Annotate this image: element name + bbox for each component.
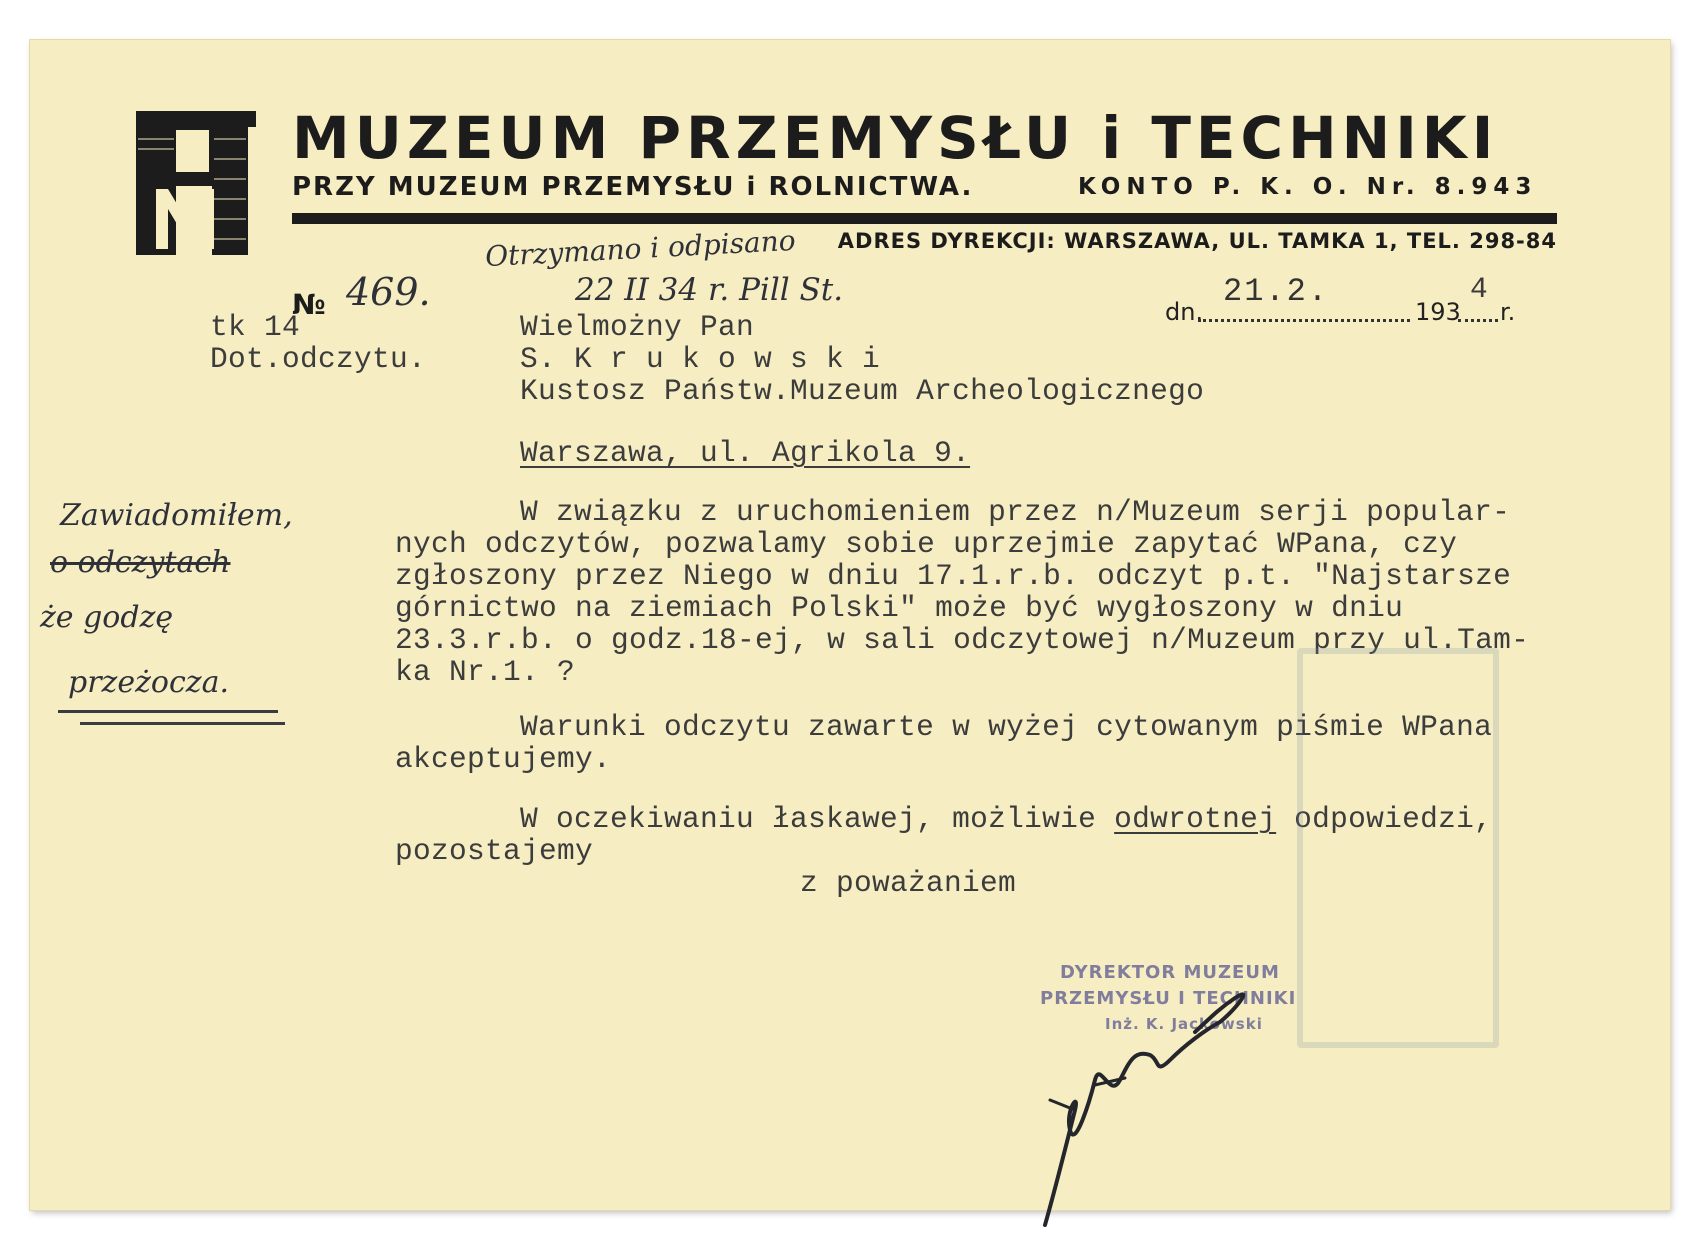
received-date-note: 22 II 34 r. Pill St.	[575, 272, 844, 308]
date-dotted-line	[1198, 319, 1410, 322]
body-line: W oczekiwaniu łaskawej, możliwie odwrotnej odpowiedzi,	[520, 802, 1493, 836]
file-code: tk 14	[210, 310, 301, 344]
year-digit: 4	[1470, 272, 1489, 306]
addressee-position: Kustosz Państw.Muzeum Archeologicznego	[520, 374, 1205, 408]
year-prefix: 193	[1415, 298, 1461, 326]
stamp-line: Inż. K. Jackowski	[1105, 1015, 1263, 1033]
museum-title: MUZEUM PRZEMYSŁU i TECHNIKI	[292, 104, 1499, 172]
director-address: ADRES DYREKCJI: WARSZAWA, UL. TAMKA 1, TEL. 298-84	[837, 229, 1557, 253]
margin-note-struck: o odczytach	[50, 545, 231, 580]
stamp-line: PRZEMYSŁU I TECHNIKI	[1040, 988, 1297, 1009]
body-line: zgłoszony przez Niego w dniu 17.1.r.b. odczyt p.t. "Najstarsze	[395, 559, 1512, 593]
body-line: 23.3.r.b. o godz.18-ej, w sali odczytowej n/Muzeum przy ul.Tam-	[395, 623, 1530, 657]
year-suffix: r.	[1500, 298, 1516, 326]
salutation: Wielmożny Pan	[520, 310, 755, 344]
margin-note-line: przeżocza.	[68, 665, 230, 700]
museum-subtitle: PRZY MUZEUM PRZEMYSŁU i ROLNICTWA.	[292, 172, 974, 202]
underlined-word: odwrotnej	[1114, 802, 1277, 836]
margin-note-underline	[58, 710, 278, 713]
closing: z poważaniem	[800, 866, 1017, 900]
reference-number: 469.	[346, 270, 431, 314]
stamp-line: DYREKTOR MUZEUM	[1060, 962, 1280, 983]
received-note: Otrzymano i odpisano	[484, 223, 797, 274]
body-line: nych odczytów, pozwalamy sobie uprzejmie zapytać WPana, czy	[395, 527, 1458, 561]
body-line: Warunki odczytu zawarte w wyżej cytowanym piśmie WPana	[520, 710, 1493, 744]
margin-note-underline	[80, 722, 285, 725]
margin-note-line: Zawiadomiłem,	[60, 498, 293, 533]
body-line: akceptujemy.	[395, 742, 612, 776]
body-line: pozostajemy	[395, 834, 594, 868]
date-prefix: dn.	[1165, 298, 1204, 326]
body-line: ka Nr.1. ?	[395, 655, 576, 689]
year-dotted-line	[1458, 319, 1498, 322]
signature	[1035, 960, 1335, 1230]
account-number: KONTO P. K. O. Nr. 8.943	[1078, 174, 1538, 200]
addressee-name: S. K r u k o w s k i	[520, 342, 881, 376]
number-label: №	[292, 288, 326, 321]
museum-logo	[134, 109, 258, 257]
letter-sheet	[30, 40, 1670, 1210]
margin-note-line: że godzę	[40, 600, 174, 635]
body-line: górnictwo na ziemiach Polski" może być wygłoszony w dniu	[395, 591, 1404, 625]
subject-line: Dot.odczytu.	[210, 342, 427, 376]
letter-date: 21.2.	[1223, 273, 1330, 310]
letterhead-rule	[292, 213, 1557, 224]
body-line: W związku z uruchomieniem przez n/Muzeum serji popular-	[520, 495, 1511, 529]
addressee-location: Warszawa, ul. Agrikola 9.	[520, 436, 971, 470]
